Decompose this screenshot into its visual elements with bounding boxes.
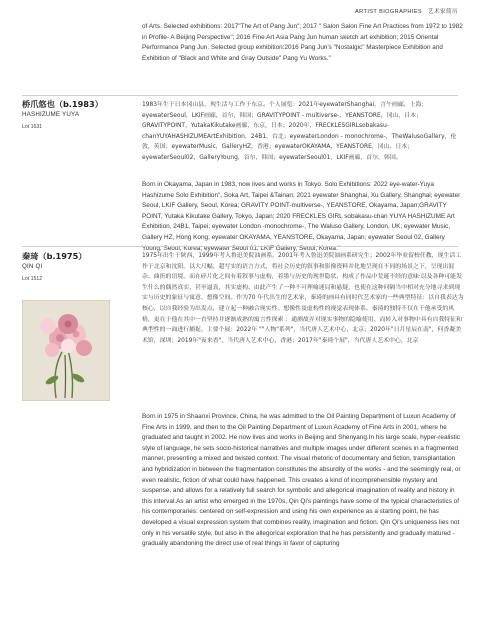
artwork-image [22, 300, 110, 401]
artist-name-en: HASHIZUME YUYA [22, 111, 80, 118]
divider [22, 246, 458, 247]
section-title-cn: 艺术家简历 [428, 9, 458, 15]
artist-name-cn: 桥爪悠也（b.1983） [22, 99, 103, 109]
artist-name-en: QIN QI [22, 263, 43, 270]
lot-number: Lot 1631 [22, 124, 43, 130]
artist-name-cn: 秦琦（b.1975） [22, 251, 87, 261]
artist-bio-cn: 1975年出生于陕西，1999年考入鲁迅美院油画系，2001年考入鲁迅美院油画系研究生；2002年毕业留校任教，现生活工作于北京和沈阳。以大尺幅、超写实的语言方式，将社会历史的叙事和影像资料并化地呈现在不同的场景之下，呈现出混杂、曲折的语境。而在碎片化之间有着叙事与虚构，着墨与历史的现世隐状，构成了作品中荒诞不经的意味·以及各种可能发生什么的偶然真实、甚至逼真，其实虚构。由此产生了一种不可理喻迷局和悬疑，也使在这种问隔当中相对充分地寻求到现实与历史的象征与寓意、想像空间。作为70 年代出生的艺术家，秦琦的画具有同时代艺术家的一些典型特征：以自我表达为核心，以自我经验为出发点，建立起一种融合现实性、想像性及虚构性的视觉表现体系。秦琦的独特不仅在于他承受的风格，更在于他在其中一直坚持并逐渐成熟的寓言性探索 ：通测故弄对现实事物的隐喻使用、而转入对事物中具有自我特征和典型性的一面进行捕捉。主要个展：2022年 ""人物"系列"，当代唐人艺术中心，北京；2020年"日月星辰在南"，何香凝美术馆，深圳；2019年"夜来香"，当代唐人艺术中心，香港；2017年"秦琦个展"，当代唐人艺术中心，北京 [142, 253, 464, 344]
lot-number: Lot 1512 [22, 276, 43, 282]
artist-bio-en: Born in 1975 in Shaanxi Province, China, he was admitted to the Oil Painting Department of Luxun Academy of Fine Arts in 1999, and then to the Oil Painting Department of Luxun Academy of Fine Arts in 2001, where he graduated and taught in 2002. He now lives and works in Beijing and Shenyang.In his large scale, hyper-realistic style of language, he sets socio-historical narratives and multiple images under different scenes in a fragmented manner, presenting a mixed and twisted context. The visual rhetoric of documentary and fiction, transplantation and hybridization in between the fragmentation constitutes the absurdity of the works - and the seemingly real, or even realistic, fiction of what could have happened. This creates a kind of incomprehensible mystery and suspense, and allows for a relatively full search for symbolic and allegorical imagination of reality and history in this interval.As an artist who emerged in the 1970s, Qin Qi's paintings have some of the typical characteristics of his contemporaries: centered on self-expression and using his own experience as a starting point, he has developed a visual expression system that combines reality, imagination and fiction. Qin Qi's uniqueness lies not only in his versatile style, but also in the allegorical exploration that he has persistently and gradually matured - gradually abandoning the direct use of real things in favor of capturing [142, 413, 461, 548]
intro-paragraph: of Arts. Selected exhibitions: 2017"The Art of Pang Jun"; 2017 " Salon Salon Fine Art Practices from 1972 to 1982 in Profile- A Beijing Perspective"; 2016 Fine Art Asia Pang Jun human sketch art exhibition; 2015 Oriental Performance Pang Jun. Selected group exhibition:2016 Pang Jun's "Nostalgic" Masterpiece Exhibition and Exhibition of "Black and White and Gray Outside" Pang Yu Works." [142, 23, 463, 62]
artist-bio-en: Born in Okayama, Japan in 1983, now lives and works in Tokyo. Solo Exhibitions: 2022 eye-water-Yuya Hashizume Solo Exhibition", Soka Art, Taipei &Tainan; 2021 eyewater Shanghai, Xu Gallery, Shanghai; eyewater Seoul, LKIF Gallery, Seoul, Korea; GRAVITY POINT-multiverse-, YEANSTORE, Okayama, Japan;GRAVITY POINT, Yutaka Kikutake Gallery, Tokyo, Japan; 2020 FRECKLES GIRL sobakasu-chan YUYA HASHIZUME Art Exhibition, 24B1, Taipei; eyewater London -monochrome-, The Waluso Gallery, London, UK; eyewater Music, Gallery HZ, Hong Kong; eyewater OKAYAMA, YEANSTORE, Okayama, Japan; eyewater Seoul 02, Gallery Young, Seoul, Korea; eyewater Seoul 01, LKIF Gallery, Seoul, Korea." [142, 181, 461, 252]
artist-bio-cn: 1983年生于日本冈山县，现生活与工作于东京。个人展览：2021年eyewaterShanghai，言午画廊，上海；eyewaterSeoul，LKIF画廊，首尔，韩国；GRAVITYPOINT - multiverse-，YEANSTORE，冈山，日本；GRAVITYPOINT，YutakaKikutake画廊，东京，日本；2020年，FRECKLESGIRLsobakasu-chanYUYAHASHIZUMEArtExhibition，24B1，台北；eyewaterLondon - monochrome-，TheWalusoGallery，伦敦，英国；eyewaterMusic，GalleryHZ，香港；eyewaterOKAYAMA，YEANSTORE，冈山，日本；eyewaterSeoul02，GalleryYoung，首尔，韩国；eyewaterSeoul01，LKIF画廊，首尔，韩国。 [142, 102, 457, 161]
artwork-thumbnail [22, 300, 110, 401]
divider [22, 95, 458, 96]
artist-hashizume [22, 99, 132, 130]
artist-qin-qi [22, 251, 132, 282]
section-title: ARTIST BIOGRAPHIES [355, 9, 423, 15]
page-header [351, 7, 458, 15]
